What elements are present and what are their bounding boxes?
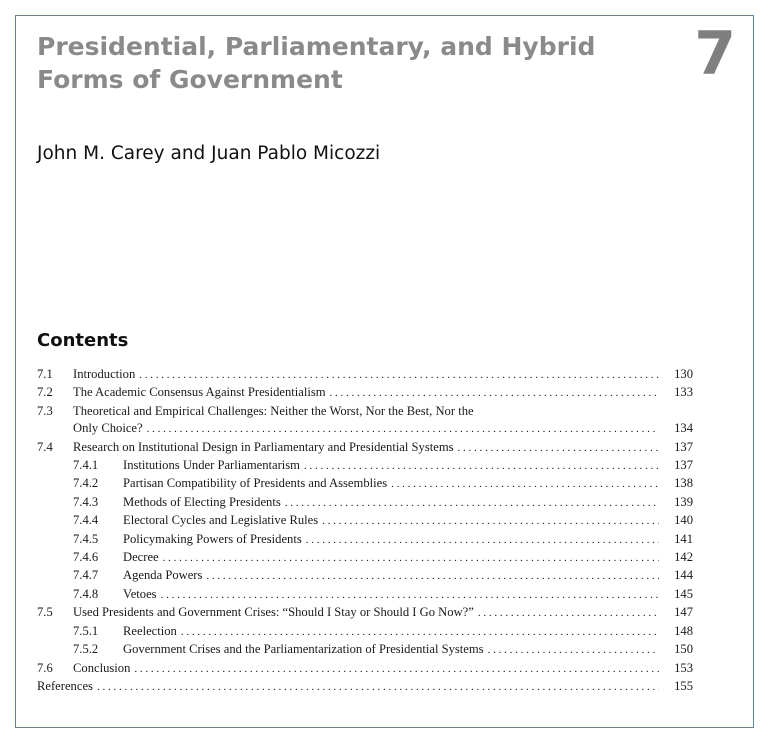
dot-leader (488, 641, 659, 659)
toc-entry-number: 7.3 (37, 403, 53, 418)
toc-entry-title: Reelection (123, 623, 177, 638)
toc-entry-page: 137 (674, 439, 693, 454)
dot-leader (391, 475, 659, 493)
toc-entry-number: 7.4.1 (73, 458, 99, 473)
toc-entry-title: References (37, 678, 93, 693)
toc-entry-title: The Academic Consensus Against Presidentialism (73, 385, 326, 400)
toc-entry-number: 7.4.3 (73, 494, 99, 509)
dot-leader (322, 512, 659, 530)
toc-entry[interactable] (37, 586, 693, 604)
toc-entry-number: 7.4.5 (73, 531, 99, 546)
toc-entry-page: 140 (674, 513, 693, 528)
toc-entry[interactable] (37, 403, 693, 439)
toc-entry-title: Vetoes (123, 586, 157, 601)
toc-entry[interactable] (37, 475, 693, 493)
table-of-contents (37, 366, 693, 696)
toc-entry-page: 130 (674, 367, 693, 381)
toc-entry[interactable] (37, 604, 693, 622)
toc-entry[interactable] (37, 678, 693, 696)
toc-entry-number: 7.6 (37, 660, 53, 675)
toc-entry-page: 139 (674, 494, 693, 509)
toc-entry-page: 142 (674, 550, 693, 565)
dot-leader (139, 366, 659, 384)
toc-entry-title: Agenda Powers (123, 568, 203, 583)
toc-entry-title: Conclusion (73, 660, 131, 675)
toc-entry-page: 147 (674, 605, 693, 620)
toc-entry-title: Electoral Cycles and Legislative Rules (123, 513, 319, 528)
toc-entry-title-line1: Theoretical and Empirical Challenges: Neither the Worst, Nor the Best, Nor the (73, 403, 474, 418)
toc-entry[interactable] (37, 457, 693, 475)
toc-entry[interactable] (37, 366, 693, 384)
dot-leader (306, 531, 659, 549)
toc-entry[interactable] (37, 439, 693, 457)
dot-leader (458, 439, 659, 457)
toc-entry-number: 7.4.7 (73, 568, 99, 583)
dot-leader (304, 457, 659, 475)
toc-entry-number: 7.5.1 (73, 623, 99, 638)
toc-entry[interactable] (37, 549, 693, 567)
dot-leader (161, 586, 659, 604)
dot-leader (330, 384, 659, 402)
dot-leader (163, 549, 659, 567)
toc-entry-title: Government Crises and the Parliamentarization of Presidential Systems (123, 642, 484, 657)
dot-leader (206, 567, 659, 585)
toc-entry-title: Decree (123, 550, 159, 565)
toc-entry[interactable] (37, 623, 693, 641)
toc-entry-page: 153 (674, 660, 693, 675)
dot-leader (97, 678, 659, 696)
toc-entry-number: 7.2 (37, 385, 53, 400)
chapter-authors: John M. Carey and Juan Pablo Micozzi (37, 143, 381, 164)
toc-entry-page: 144 (674, 568, 693, 583)
toc-entry[interactable] (37, 641, 693, 659)
toc-entry[interactable] (37, 567, 693, 585)
toc-entry-number: 7.4.8 (73, 586, 99, 601)
toc-entry-title: Research on Institutional Design in Parliamentary and Presidential Systems (73, 439, 454, 454)
toc-entry-page: 148 (674, 623, 693, 638)
toc-entry-page: 138 (674, 476, 693, 491)
toc-entry[interactable] (37, 660, 693, 678)
toc-entry[interactable] (37, 494, 693, 512)
toc-entry-title: Introduction (73, 367, 136, 381)
toc-entry-number: 7.4.6 (73, 550, 99, 565)
toc-entry-title: Only Choice? (73, 421, 143, 436)
toc-entry-page: 133 (674, 385, 693, 400)
toc-entry-number: 7.1 (37, 367, 53, 381)
toc-entry[interactable] (37, 384, 693, 402)
toc-entry[interactable] (37, 531, 693, 549)
toc-entry-page: 150 (674, 642, 693, 657)
toc-entry-title: Methods of Electing Presidents (123, 494, 281, 509)
contents-heading: Contents (37, 330, 129, 351)
toc-entry-number: 7.5 (37, 605, 53, 620)
dot-leader (478, 604, 659, 622)
dot-leader (181, 623, 659, 641)
toc-entry-number: 7.5.2 (73, 642, 99, 657)
toc-entry-title: Institutions Under Parliamentarism (123, 458, 300, 473)
chapter-number: 7 (694, 19, 736, 89)
toc-entry-title: Policymaking Powers of Presidents (123, 531, 302, 546)
toc-entry-page: 141 (674, 531, 693, 546)
toc-entry[interactable] (37, 512, 693, 530)
toc-entry-number: 7.4 (37, 439, 53, 454)
dot-leader (147, 420, 659, 438)
toc-entry-title: Partisan Compatibility of Presidents and Assemblies (123, 476, 388, 491)
dot-leader (134, 660, 659, 678)
toc-entry-page: 145 (674, 586, 693, 601)
toc-entry-number: 7.4.4 (73, 513, 99, 528)
toc-entry-page: 137 (674, 458, 693, 473)
dot-leader (285, 494, 659, 512)
toc-entry-page: 134 (674, 421, 693, 436)
toc-entry-number: 7.4.2 (73, 476, 99, 491)
toc-entry-page: 155 (674, 678, 693, 693)
chapter-title: Presidential, Parliamentary, and Hybrid Forms of Government (37, 32, 596, 94)
toc-entry-title: Used Presidents and Government Crises: “Should I Stay or Should I Go Now?” (73, 605, 474, 620)
